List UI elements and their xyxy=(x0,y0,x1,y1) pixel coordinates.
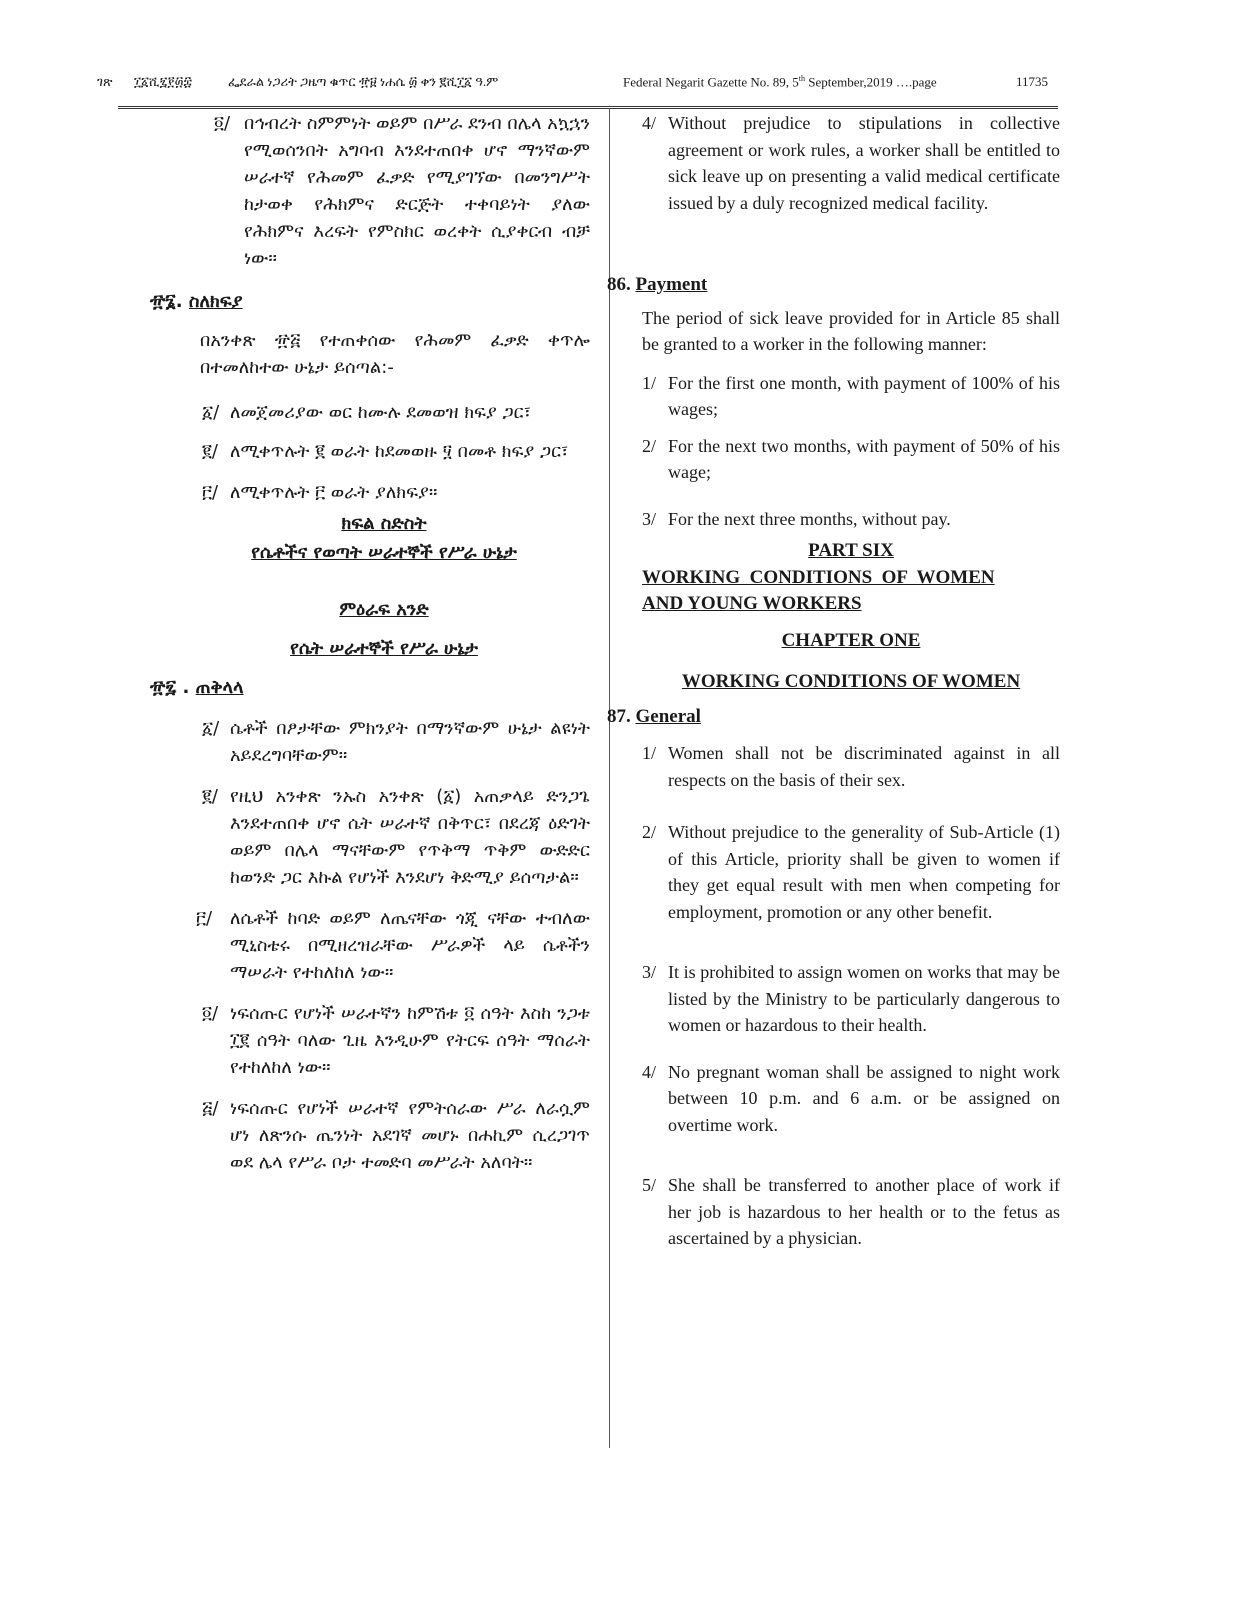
am-art86-sub2 xyxy=(202,438,590,465)
en-art87-sub5 xyxy=(642,1172,1060,1252)
am-art87-sub2 xyxy=(202,783,590,891)
page-number-am: ፲፩ሺ፯፻፴፰ xyxy=(134,74,192,89)
en-part-title: PART SIX xyxy=(808,540,894,561)
page-number-en: 11735 xyxy=(1016,74,1049,89)
amharic-column xyxy=(150,110,590,1176)
am-art86-title: ስለክፍያ xyxy=(188,291,243,312)
am-art86-sub2-text: ለሚቀጥሉት ፪ ወራት ከደመወዙ ፶ በመቶ ክፍያ ጋር፣ xyxy=(230,441,569,462)
am-art87-sub5 xyxy=(202,1095,590,1176)
en-art87-sub4-text: No pregnant woman shall be assigned to night work between 10 p.m. and 6 a.m. or be assigned on overtime work. xyxy=(668,1061,1060,1135)
en-part-subtitle-1: WORKING CONDITIONS OF WOMEN xyxy=(642,566,995,588)
en-art87-sub5-num: 5/ xyxy=(642,1175,657,1195)
am-art87-sub4-num: ፬/ xyxy=(202,1003,219,1024)
en-art87-sub2-num: 2/ xyxy=(642,822,657,842)
en-art87-num: 87. xyxy=(607,705,631,727)
am-part-subtitle: የሴቶችና የወጣት ሠራተኞች የሥራ ሁኔታ xyxy=(251,542,517,563)
am-art86-num: ፹፮. xyxy=(150,291,183,312)
am-art86-heading xyxy=(150,288,590,315)
am-art86-sub3-num: ፫/ xyxy=(202,482,219,503)
en-art86-sub3-text: For the next three months, without pay. xyxy=(668,508,951,529)
am-art87-sub1-num: ፩/ xyxy=(202,718,220,739)
am-art85-sub4-text: በኅብረት ስምምነት ወይም በሥራ ደንብ በሌላ አኳኋን የሚወሰንበት አግባብ እንደተጠበቀ ሆኖ ማንኛውም ሠራተኛ የሕመም ፈቃድ የሚያገኘው በመንግሥት ከታወቀ የሕክምና ድርጅት ተቀባይነት ያለው የሕክምና እረፍት የምስክር ወረቀት ሲያቀርብ ብቻ ነው፡፡ xyxy=(244,113,590,269)
am-art86-sub3 xyxy=(202,479,590,506)
am-chapter-title: ምዕራፍ አንድ xyxy=(339,599,429,620)
en-art86-intro: The period of sick leave provided for in Article 85 shall be granted to a worker in the following manner: xyxy=(642,307,1060,354)
en-art86-heading xyxy=(607,272,1060,299)
gazette-title-am: ፌደራል ነጋሪት ጋዜጣ ቁጥር ፹፱ ነሐሴ ፴ ቀን ፪ሺ፲፩ ዓ.ም xyxy=(228,74,499,89)
en-art87-sub4 xyxy=(642,1059,1060,1139)
am-art87-sub3-num: ፫/ xyxy=(196,908,213,929)
en-art86-sub2 xyxy=(642,433,1060,486)
am-art87-num: ፹፯ . xyxy=(150,677,190,698)
en-art86-sub2-num: 2/ xyxy=(642,435,657,456)
am-art86-intro: በአንቀጽ ፹፭ የተጠቀሰው የሕመም ፈቃድ ቀጥሎ በተመለከተው ሁኔታ ይሰጣል:- xyxy=(200,330,590,378)
en-art86-sub3-num: 3/ xyxy=(642,508,657,529)
en-art86-sub1-text: For the first one month, with payment of 100% of his wages; xyxy=(668,372,1060,419)
gazette-title-en xyxy=(623,74,937,90)
gazette-title-en-main: Federal Negarit Gazette No. 89, 5 xyxy=(623,74,799,90)
en-art87-heading xyxy=(607,704,1060,731)
en-art86-sub1-num: 1/ xyxy=(642,372,657,393)
en-art87-title: General xyxy=(635,705,701,727)
am-chapter-subtitle: የሴት ሠራተኞች የሥራ ሁኔታ xyxy=(290,638,478,659)
column-divider xyxy=(609,108,610,1448)
en-art87-sub1-text: Women shall not be discriminated against in all respects on the basis of their sex. xyxy=(668,743,1060,790)
am-art87-sub5-text: ነፍሰጡር የሆነች ሠራተኛ የምትሰራው ሥራ ለራሷም ሆነ ለጽንሱ ጤንነት አደገኛ መሆኑ በሐኪም ሲረጋገጥ ወደ ሌላ የሥራ ቦታ ተመድባ መሥራት አለባት፡፡ xyxy=(230,1098,590,1173)
en-art87-sub3-num: 3/ xyxy=(642,962,657,982)
english-column xyxy=(607,110,1060,1252)
am-art87-sub1 xyxy=(202,715,590,769)
en-art86-num: 86. xyxy=(607,274,631,295)
header-rule xyxy=(118,106,1058,109)
en-art86-title: Payment xyxy=(635,274,708,295)
am-art87-title: ጠቅላላ xyxy=(195,677,244,698)
am-art87-sub5-num: ፭/ xyxy=(202,1098,219,1119)
en-art85-sub4-num: 4/ xyxy=(642,113,657,133)
en-art87-sub1-num: 1/ xyxy=(642,743,657,763)
en-art85-sub4 xyxy=(642,110,1060,216)
page-label-am: ገጽ xyxy=(97,74,113,89)
am-art87-sub4-text: ነፍሰጡር የሆነች ሠራተኛን ከምሽቱ ፬ ሰዓት እስከ ንጋቱ ፲፪ ሰዓት ባለው ጊዜ እንዲሁም የትርፍ ሰዓት ማሰራት የተከለከለ ነው፡፡ xyxy=(230,1003,590,1078)
en-art87-sub3-text: It is prohibited to assign women on works that may be listed by the Ministry to be particularly dangerous to women or hazardous to their health. xyxy=(668,962,1060,1035)
en-art85-sub4-text: Without prejudice to stipulations in collective agreement or work rules, a worker shall be entitled to sick leave up on presenting a valid medical certificate issued by a duly recognized medical facility. xyxy=(668,113,1060,213)
am-art87-sub2-text: የዚህ አንቀጽ ንኡስ አንቀጽ (፩) አጠቃላይ ድንጋጌ እንደተጠበቀ ሆኖ ሴት ሠራተኛ በቅጥር፣ በደረጃ ዕድገት ወይም በሌላ ማናቸውም የጥቅማ ጥቅም ውድድር ከወንድ ጋር እኩል የሆነች እንደሆነ ቅድሚያ ይሰጣታል። xyxy=(230,786,590,888)
en-art87-sub2-text: Without prejudice to the generality of Sub-Article (1) of this Article, priority shall be given to women if they get equal result with men when competing for employment, promotion or any other benefit. xyxy=(668,822,1060,922)
am-art87-sub3-text: ለሴቶች ከባድ ወይም ለጤናቸው ጎጂ ናቸው ተብለው ሚኒስቴሩ በሚዘረዝራቸው ሥራዎች ላይ ሴቶችን ማሠራት የተከለከለ ነው፡፡ xyxy=(230,908,590,983)
am-art87-sub2-num: ፪/ xyxy=(202,786,218,807)
en-art87-sub5-text: She shall be transferred to another place of work if her job is hazardous to her health or to the fetus as ascertained by a physician. xyxy=(668,1175,1060,1248)
en-art86-sub1 xyxy=(642,370,1060,423)
en-chapter-subtitle: WORKING CONDITIONS OF WOMEN xyxy=(681,671,1021,692)
am-art86-sub3-text: ለሚቀጥሉት ፫ ወራት ያለክፍያ፡፡ xyxy=(230,482,438,503)
am-art85-sub4-num: ፬/ xyxy=(214,113,231,134)
en-art86-sub3 xyxy=(642,506,1060,533)
am-art87-sub1-text: ሴቶች በፆታቸው ምክንያት በማንኛውም ሁኔታ ልዩነት አይደረግባቸውም፡፡ xyxy=(230,718,590,766)
am-art87-sub3 xyxy=(196,905,590,986)
am-art85-sub4 xyxy=(214,110,590,272)
en-art87-sub4-num: 4/ xyxy=(642,1061,657,1082)
page-header xyxy=(0,70,1236,96)
en-art87-sub3 xyxy=(642,959,1060,1039)
am-art86-sub1-num: ፩/ xyxy=(202,402,220,423)
am-art86-sub1 xyxy=(202,399,590,426)
en-art87-sub2 xyxy=(642,819,1060,925)
am-art87-sub4 xyxy=(202,1000,590,1081)
en-chapter-title: CHAPTER ONE xyxy=(781,629,921,651)
gazette-title-en-sup: th xyxy=(798,74,806,83)
am-art87-heading xyxy=(150,674,590,701)
en-art87-sub1 xyxy=(642,740,1060,793)
gazette-title-en-tail: September,2019 ….page xyxy=(805,74,937,90)
am-art86-sub1-text: ለመጀመሪያው ወር ከሙሉ ደመወዝ ክፍያ ጋር፣ xyxy=(230,402,531,423)
am-art86-sub2-num: ፪/ xyxy=(202,441,218,462)
en-part-subtitle-2: AND YOUNG WORKERS xyxy=(642,592,862,614)
am-part-title: ክፍል ስድስት xyxy=(341,513,427,534)
en-art86-sub2-text: For the next two months, with payment of 50% of his wage; xyxy=(668,435,1060,482)
